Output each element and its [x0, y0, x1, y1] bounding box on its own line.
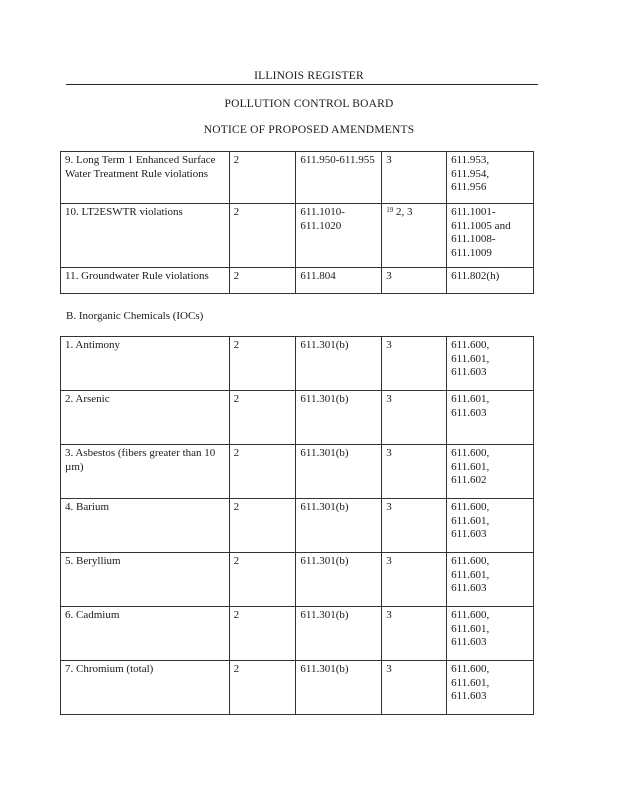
table-row [61, 152, 534, 204]
section-cell: 611.950-611.955 [296, 152, 382, 204]
tier-value-cell: 3 [382, 661, 447, 715]
tier-value-cell: 3 [382, 152, 447, 204]
reference: 611.603 [451, 636, 487, 648]
tier-cell: 2 [229, 152, 296, 204]
reference: 611.1009 [451, 246, 492, 259]
reference: 611.601, [451, 352, 490, 365]
reference: 611.956 [451, 181, 487, 193]
contaminant-cell: 7. Chromium (total) [61, 661, 230, 715]
reference: 611.802(h) [451, 270, 500, 282]
table-row [61, 661, 534, 715]
reference: 611.953, [451, 154, 490, 166]
section-cell: 611.301(b) [296, 661, 382, 715]
tier-cell: 2 [229, 268, 296, 294]
references-cell [447, 499, 534, 553]
tier-value: 2, 3 [396, 206, 413, 218]
references-cell [447, 152, 534, 204]
section-cell: 611.1010-611.1020 [296, 204, 382, 268]
reference: 611.1001- [451, 206, 496, 218]
contaminant-cell: 9. Long Term 1 Enhanced Surface Water Treatment Rule violations [61, 152, 230, 204]
contaminant-cell: 5. Beryllium [61, 553, 230, 607]
references-cell [447, 607, 534, 661]
tier-value-cell: 3 [382, 607, 447, 661]
reference: 611.1008- [451, 233, 496, 245]
reference: 611.601, [451, 514, 490, 527]
violations-table [60, 151, 534, 294]
reference: 611.602 [451, 474, 487, 486]
table-row [61, 553, 534, 607]
reference: 611.1005 and [451, 219, 511, 232]
references-cell [447, 445, 534, 499]
section-heading: B. Inorganic Chemicals (IOCs) [66, 310, 204, 322]
reference: 611.600, [451, 663, 490, 675]
section-cell: 611.804 [296, 268, 382, 294]
reference: 611.601, [451, 393, 490, 405]
table-row [61, 204, 534, 268]
reference: 611.603 [451, 528, 487, 540]
header-rule [66, 84, 538, 85]
tier-cell: 2 [229, 499, 296, 553]
table-row [61, 445, 534, 499]
section-cell: 611.301(b) [296, 337, 382, 391]
references-cell [447, 553, 534, 607]
section-cell: 611.301(b) [296, 553, 382, 607]
table-row [61, 268, 534, 294]
reference: 611.601, [451, 568, 490, 581]
tier-cell: 2 [229, 553, 296, 607]
tier-value-cell: 3 [382, 337, 447, 391]
tier-value-cell [382, 204, 447, 268]
inorganic-chemicals-table [60, 336, 534, 715]
table-row [61, 391, 534, 445]
tier-cell: 2 [229, 445, 296, 499]
contaminant-cell: 1. Antimony [61, 337, 230, 391]
table-row [61, 607, 534, 661]
table-row [61, 337, 534, 391]
reference: 611.601, [451, 460, 490, 473]
reference: 611.600, [451, 609, 490, 621]
reference: 611.600, [451, 501, 490, 513]
reference: 611.603 [451, 690, 487, 702]
reference: 611.600, [451, 447, 490, 459]
footnote-marker: 19 [386, 206, 394, 214]
contaminant-cell: 11. Groundwater Rule violations [61, 268, 230, 294]
reference: 611.954, [451, 167, 490, 180]
tier-value-cell: 3 [382, 391, 447, 445]
reference: 611.603 [451, 366, 487, 378]
notice-title: NOTICE OF PROPOSED AMENDMENTS [203, 124, 415, 136]
section-cell: 611.301(b) [296, 391, 382, 445]
register-title: ILLINOIS REGISTER [254, 70, 364, 82]
section-cell: 611.301(b) [296, 607, 382, 661]
reference: 611.601, [451, 622, 490, 635]
tier-cell: 2 [229, 661, 296, 715]
references-cell [447, 268, 534, 294]
contaminant-cell: 3. Asbestos (fibers greater than 10 µm) [61, 445, 230, 499]
tier-cell: 2 [229, 337, 296, 391]
references-cell [447, 337, 534, 391]
section-cell: 611.301(b) [296, 445, 382, 499]
contaminant-cell: 2. Arsenic [61, 391, 230, 445]
tier-value-cell: 3 [382, 445, 447, 499]
reference: 611.603 [451, 582, 487, 594]
contaminant-cell: 6. Cadmium [61, 607, 230, 661]
tier-value-cell: 3 [382, 499, 447, 553]
references-cell [447, 204, 534, 268]
board-title: POLLUTION CONTROL BOARD [224, 98, 394, 110]
reference: 611.600, [451, 339, 490, 351]
references-cell [447, 391, 534, 445]
tier-value-cell: 3 [382, 268, 447, 294]
reference: 611.603 [451, 406, 487, 419]
table-row [61, 499, 534, 553]
tier-cell: 2 [229, 607, 296, 661]
contaminant-cell: 4. Barium [61, 499, 230, 553]
contaminant-cell: 10. LT2ESWTR violations [61, 204, 230, 268]
reference: 611.600, [451, 555, 490, 567]
reference: 611.601, [451, 676, 490, 689]
section-cell: 611.301(b) [296, 499, 382, 553]
references-cell [447, 661, 534, 715]
tier-value-cell: 3 [382, 553, 447, 607]
tier-cell: 2 [229, 391, 296, 445]
tier-cell: 2 [229, 204, 296, 268]
